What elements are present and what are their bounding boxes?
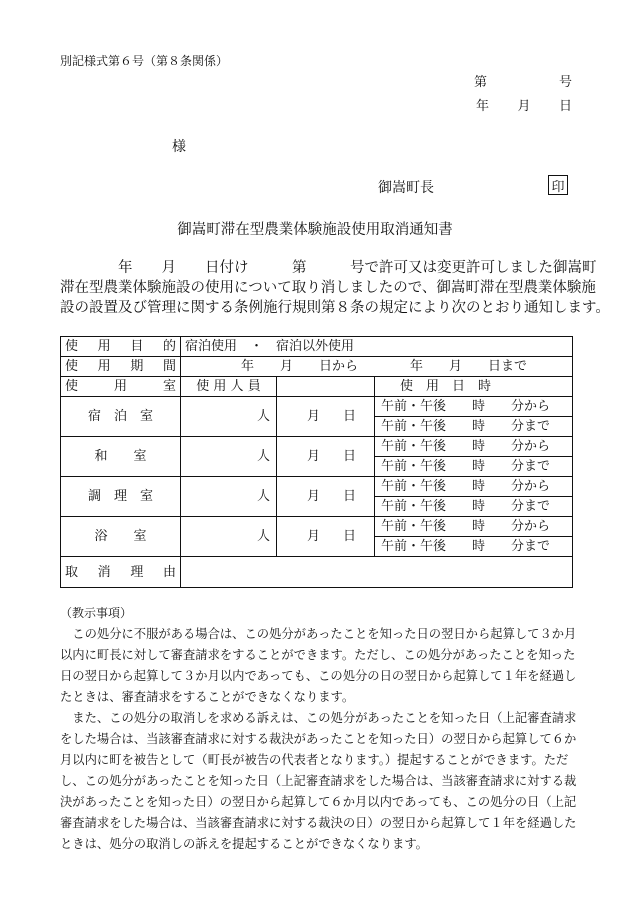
time-to: 午前・午後 時 分まで [375, 417, 573, 437]
instruction-line: 月以内に町を被告として（町長が被告の代表者となります。）提起することができます。ただ [60, 753, 569, 767]
cancel-reason-label: 取 消 理 由 [61, 557, 181, 588]
purpose-label: 使 用 目 的 [61, 337, 181, 357]
day-unit: 日 [342, 449, 356, 464]
person-count: 人 [181, 477, 277, 517]
person-count: 人 [181, 437, 277, 477]
time-from: 午前・午後 時 分から [375, 437, 573, 457]
number-prefix: 第 [474, 75, 488, 90]
date-year: 年 [476, 99, 490, 114]
instruction-line: をした場合は、当該審査請求に対する裁決があったことを知った日）の翌日から起算して６か [60, 732, 577, 746]
number-suffix: 号 [558, 75, 572, 90]
instruction-line: 審査請求をした場合は、当該審査請求に対する裁決の日）の翌日から起算して１年を経過した [60, 816, 577, 830]
room-name: 浴 室 [61, 517, 181, 557]
usage-date [277, 437, 375, 477]
time-to: 午前・午後 時 分まで [375, 497, 573, 517]
issue-date [476, 95, 572, 114]
persons-label: 使 用 人 員 [181, 377, 277, 397]
date-day: 日 [558, 99, 572, 114]
usage-table [60, 336, 573, 588]
room-name: 宿 泊 室 [61, 397, 181, 437]
day-unit: 日 [342, 529, 356, 544]
instruction-line: 決があったことを知った日）の翌日から起算して６か月以内であっても、この処分の日（上記 [60, 795, 577, 809]
person-count: 人 [181, 397, 277, 437]
instruction-line: また、この処分の取消しを求める訴えは、この処分があったことを知った日（上記審査請求 [60, 711, 577, 725]
addressee-suffix: 様 [172, 139, 186, 155]
instruction-line: し、この処分があったことを知った日（上記審査請求をした場合は、当該審査請求に対する裁 [60, 774, 577, 788]
usage-date [277, 397, 375, 437]
time-from: 午前・午後 時 分から [375, 477, 573, 497]
room-label: 使 用 室 [61, 377, 181, 397]
time-to: 午前・午後 時 分まで [375, 537, 573, 557]
notice-body [60, 258, 610, 318]
instruction-line: 以内に町長に対して審査請求をすることができます。ただし、この処分があったことを知った [60, 648, 576, 662]
document-title: 御嵩町滞在型農業体験施設使用取消通知書 [177, 222, 453, 238]
form-number: 別記様式第６号（第８条関係） [60, 54, 229, 68]
instruction-line: たときは、審査請求をすることができなくなります。 [60, 690, 355, 704]
instruction-line: この処分に不服がある場合は、この処分があったことを知った日の翌日から起算して３か月 [60, 627, 577, 641]
instruction-line: ときは、処分の取消しの訴えを提起することができなくなります。 [60, 837, 428, 851]
seal-mark: 印 [548, 175, 568, 195]
issuer-name: 御嵩町長 [378, 180, 434, 196]
body-line: 設の設置及び管理に関する条例施行規則第８条の規定により次のとおり通知します。 [60, 300, 610, 316]
room-name: 調 理 室 [61, 477, 181, 517]
document-number [474, 71, 572, 90]
datetime-label: 使 用 日 時 [375, 377, 573, 397]
month-unit: 月 [307, 409, 321, 424]
day-unit: 日 [342, 489, 356, 504]
room-name: 和 室 [61, 437, 181, 477]
body-line: 年 月 日付け 第 号で許可又は変更許可しました御嵩町 [60, 260, 597, 276]
purpose-value: 宿泊使用 ・ 宿泊以外使用 [181, 337, 573, 357]
spacer-cell [277, 377, 375, 397]
date-month: 月 [517, 99, 531, 114]
month-unit: 月 [307, 529, 321, 544]
period-value: 年 月 日から 年 月 日まで [181, 357, 573, 377]
time-to: 午前・午後 時 分まで [375, 457, 573, 477]
instructions-body [60, 624, 577, 855]
cancel-reason-value [181, 557, 573, 588]
time-from: 午前・午後 時 分から [375, 517, 573, 537]
usage-date [277, 517, 375, 557]
month-unit: 月 [307, 489, 321, 504]
instruction-line: 日の翌日から起算して３か月以内であっても、この処分の日の翌日から起算して１年を経過し [60, 669, 577, 683]
period-label: 使 用 期 間 [61, 357, 181, 377]
month-unit: 月 [307, 449, 321, 464]
day-unit: 日 [342, 409, 356, 424]
instructions-heading: （教示事項） [60, 606, 133, 620]
body-line: 滞在型農業体験施設の使用について取り消しましたので、御嵩町滞在型農業体験施 [60, 280, 596, 296]
usage-date [277, 477, 375, 517]
person-count: 人 [181, 517, 277, 557]
time-from: 午前・午後 時 分から [375, 397, 573, 417]
